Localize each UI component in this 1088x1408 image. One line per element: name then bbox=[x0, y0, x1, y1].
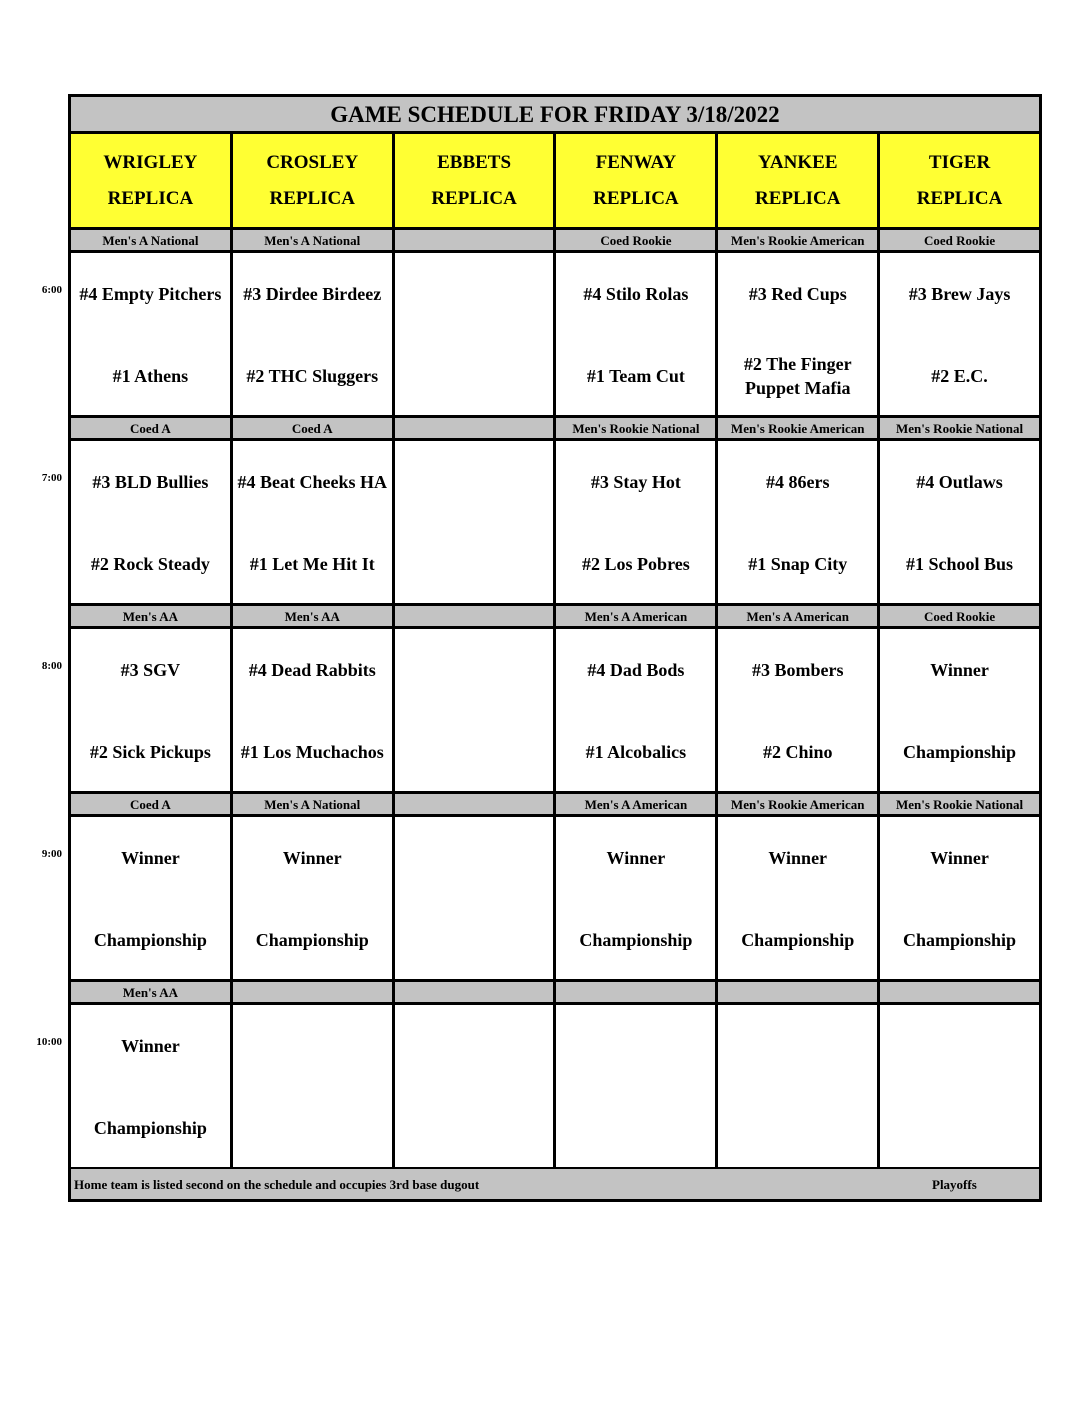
field-name: FENWAY bbox=[595, 151, 677, 173]
game-cell bbox=[71, 1005, 233, 1167]
game-cell bbox=[395, 817, 557, 979]
game-cell bbox=[233, 253, 395, 415]
home-team: #1 Team Cut bbox=[586, 366, 685, 386]
field-header-wrigley bbox=[71, 134, 233, 227]
page-title: GAME SCHEDULE FOR FRIDAY 3/18/2022 bbox=[71, 97, 1039, 134]
division-label: Men's Rookie American bbox=[718, 230, 880, 250]
division-label bbox=[718, 982, 880, 1002]
field-sub: REPLICA bbox=[593, 187, 679, 209]
field-header-ebbets bbox=[395, 134, 557, 227]
division-label: Men's AA bbox=[233, 606, 395, 626]
time-label: 9:00 bbox=[41, 848, 62, 860]
division-row bbox=[71, 230, 1039, 253]
away-team: #3 Stay Hot bbox=[590, 472, 681, 492]
division-label: Men's A National bbox=[71, 230, 233, 250]
field-name: WRIGLEY bbox=[103, 151, 198, 173]
game-row bbox=[71, 629, 1039, 794]
division-label bbox=[880, 982, 1039, 1002]
away-team: #3 Brew Jays bbox=[908, 284, 1011, 304]
time-label: 6:00 bbox=[41, 284, 62, 296]
game-cell bbox=[556, 817, 718, 979]
field-sub: REPLICA bbox=[431, 187, 517, 209]
division-row bbox=[71, 418, 1039, 441]
game-cell bbox=[395, 1005, 557, 1167]
home-team: #2 The Finger Puppet Mafia bbox=[743, 354, 852, 398]
division-label bbox=[395, 230, 557, 250]
field-header-crosley bbox=[233, 134, 395, 227]
footer-bar bbox=[71, 1169, 1039, 1199]
away-team: #4 Outlaws bbox=[916, 472, 1003, 492]
home-team: #1 School Bus bbox=[906, 554, 1014, 574]
field-sub: REPLICA bbox=[107, 187, 194, 209]
home-team: #2 THC Sluggers bbox=[246, 366, 379, 386]
home-team: Championship bbox=[903, 742, 1017, 762]
game-row bbox=[71, 817, 1039, 982]
time-slot bbox=[71, 982, 1039, 1170]
division-label bbox=[395, 418, 557, 438]
time-slot bbox=[71, 418, 1039, 606]
division-label: Men's AA bbox=[71, 606, 233, 626]
away-team: #3 Bombers bbox=[751, 660, 844, 680]
game-row bbox=[71, 253, 1039, 418]
game-cell bbox=[395, 629, 557, 791]
division-row bbox=[71, 982, 1039, 1005]
home-team: Championship bbox=[93, 1118, 207, 1138]
division-label bbox=[395, 606, 557, 626]
field-name: TIGER bbox=[928, 151, 991, 173]
division-label: Men's A National bbox=[233, 794, 395, 814]
division-label bbox=[233, 982, 395, 1002]
field-name: YANKEE bbox=[757, 151, 838, 173]
division-label: Coed A bbox=[233, 418, 395, 438]
game-cell bbox=[556, 629, 718, 791]
game-cell bbox=[880, 441, 1039, 603]
home-team: Championship bbox=[93, 930, 207, 950]
away-team: #4 Beat Cheeks HA bbox=[237, 472, 387, 492]
game-cell bbox=[233, 817, 395, 979]
game-cell bbox=[71, 253, 233, 415]
time-label: 8:00 bbox=[41, 660, 62, 672]
field-header-yankee bbox=[718, 134, 880, 227]
field-header-row bbox=[71, 134, 1039, 230]
division-label bbox=[395, 982, 557, 1002]
home-team: #1 Alcobalics bbox=[585, 742, 687, 762]
division-label: Men's A American bbox=[556, 794, 718, 814]
game-cell bbox=[880, 253, 1039, 415]
game-cell bbox=[718, 253, 880, 415]
home-team: Championship bbox=[255, 930, 369, 950]
game-cell bbox=[718, 817, 880, 979]
game-cell bbox=[718, 441, 880, 603]
division-label: Coed Rookie bbox=[923, 233, 996, 248]
time-column bbox=[0, 0, 70, 1408]
home-team: #2 Rock Steady bbox=[90, 554, 210, 574]
division-label: Coed A bbox=[71, 794, 233, 814]
home-team: #1 Los Muchachos bbox=[240, 742, 384, 762]
field-name: EBBETS bbox=[437, 151, 512, 173]
field-sub: REPLICA bbox=[269, 187, 355, 209]
division-label: Men's A American bbox=[718, 606, 880, 626]
away-team: #4 86ers bbox=[765, 472, 830, 492]
game-cell bbox=[71, 629, 233, 791]
home-team: #2 Los Pobres bbox=[582, 554, 690, 574]
game-cell bbox=[880, 1005, 1039, 1167]
schedule-table bbox=[68, 94, 1042, 1202]
game-cell bbox=[556, 441, 718, 603]
away-team: #3 Red Cups bbox=[748, 284, 847, 304]
division-label: Men's Rookie National bbox=[895, 797, 1024, 812]
division-label: Men's Rookie American bbox=[718, 418, 880, 438]
game-cell bbox=[233, 629, 395, 791]
home-team: Championship bbox=[903, 930, 1017, 950]
home-team: Championship bbox=[579, 930, 693, 950]
game-cell bbox=[233, 441, 395, 603]
game-cell bbox=[71, 441, 233, 603]
division-label: Coed Rookie bbox=[556, 230, 718, 250]
division-label: Coed Rookie bbox=[923, 609, 996, 624]
division-row bbox=[71, 794, 1039, 817]
away-team: Winner bbox=[768, 848, 828, 868]
away-team: #4 Empty Pitchers bbox=[79, 284, 222, 304]
time-label: 7:00 bbox=[41, 472, 62, 484]
field-sub: REPLICA bbox=[916, 187, 1003, 209]
game-cell bbox=[880, 817, 1039, 979]
game-cell bbox=[71, 817, 233, 979]
home-team: #2 E.C. bbox=[931, 366, 988, 386]
division-label bbox=[556, 982, 718, 1002]
home-team: #2 Chino bbox=[762, 742, 833, 762]
division-label: Men's A American bbox=[556, 606, 718, 626]
away-team: #3 SGV bbox=[120, 660, 181, 680]
game-row bbox=[71, 441, 1039, 606]
division-label: Men's Rookie National bbox=[895, 421, 1024, 436]
division-label: Men's A National bbox=[233, 230, 395, 250]
away-team: Winner bbox=[121, 848, 180, 868]
home-team: #1 Athens bbox=[112, 366, 189, 386]
game-cell bbox=[718, 1005, 880, 1167]
division-label: Men's AA bbox=[71, 982, 233, 1002]
away-team: Winner bbox=[606, 848, 666, 868]
footer-note: Home team is listed second on the schedule and occupies 3rd base dugout bbox=[74, 1177, 480, 1192]
home-team: #2 Sick Pickups bbox=[89, 742, 211, 762]
game-cell bbox=[395, 253, 557, 415]
game-cell bbox=[556, 1005, 718, 1167]
away-team: #4 Dead Rabbits bbox=[248, 660, 376, 680]
home-team: #1 Let Me Hit It bbox=[249, 554, 375, 574]
away-team: Winner bbox=[930, 848, 989, 868]
away-team: Winner bbox=[282, 848, 342, 868]
away-team: Winner bbox=[121, 1036, 180, 1056]
away-team: #4 Stilo Rolas bbox=[583, 284, 689, 304]
division-label: Coed A bbox=[71, 418, 233, 438]
playoffs-legend: Playoffs bbox=[932, 1177, 977, 1192]
division-row bbox=[71, 606, 1039, 629]
game-cell bbox=[233, 1005, 395, 1167]
field-name: CROSLEY bbox=[266, 151, 359, 173]
time-slot bbox=[71, 606, 1039, 794]
game-cell bbox=[395, 441, 557, 603]
home-team: Championship bbox=[741, 930, 855, 950]
away-team: #4 Dad Bods bbox=[587, 660, 685, 680]
away-team: #3 Dirdee Birdeez bbox=[243, 284, 382, 304]
division-label: Men's Rookie American bbox=[718, 794, 880, 814]
game-cell bbox=[718, 629, 880, 791]
game-row bbox=[71, 1005, 1039, 1170]
away-team: Winner bbox=[930, 660, 989, 680]
time-slot bbox=[71, 230, 1039, 418]
game-cell bbox=[880, 629, 1039, 791]
home-team: #1 Snap City bbox=[748, 554, 848, 574]
away-team: #3 BLD Bullies bbox=[92, 472, 209, 492]
game-cell bbox=[556, 253, 718, 415]
division-label: Men's Rookie National bbox=[556, 418, 718, 438]
field-header-tiger bbox=[880, 134, 1039, 227]
field-sub: REPLICA bbox=[754, 187, 841, 209]
division-label bbox=[395, 794, 557, 814]
time-label: 10:00 bbox=[36, 1036, 62, 1048]
time-slot bbox=[71, 794, 1039, 982]
field-header-fenway bbox=[556, 134, 718, 227]
